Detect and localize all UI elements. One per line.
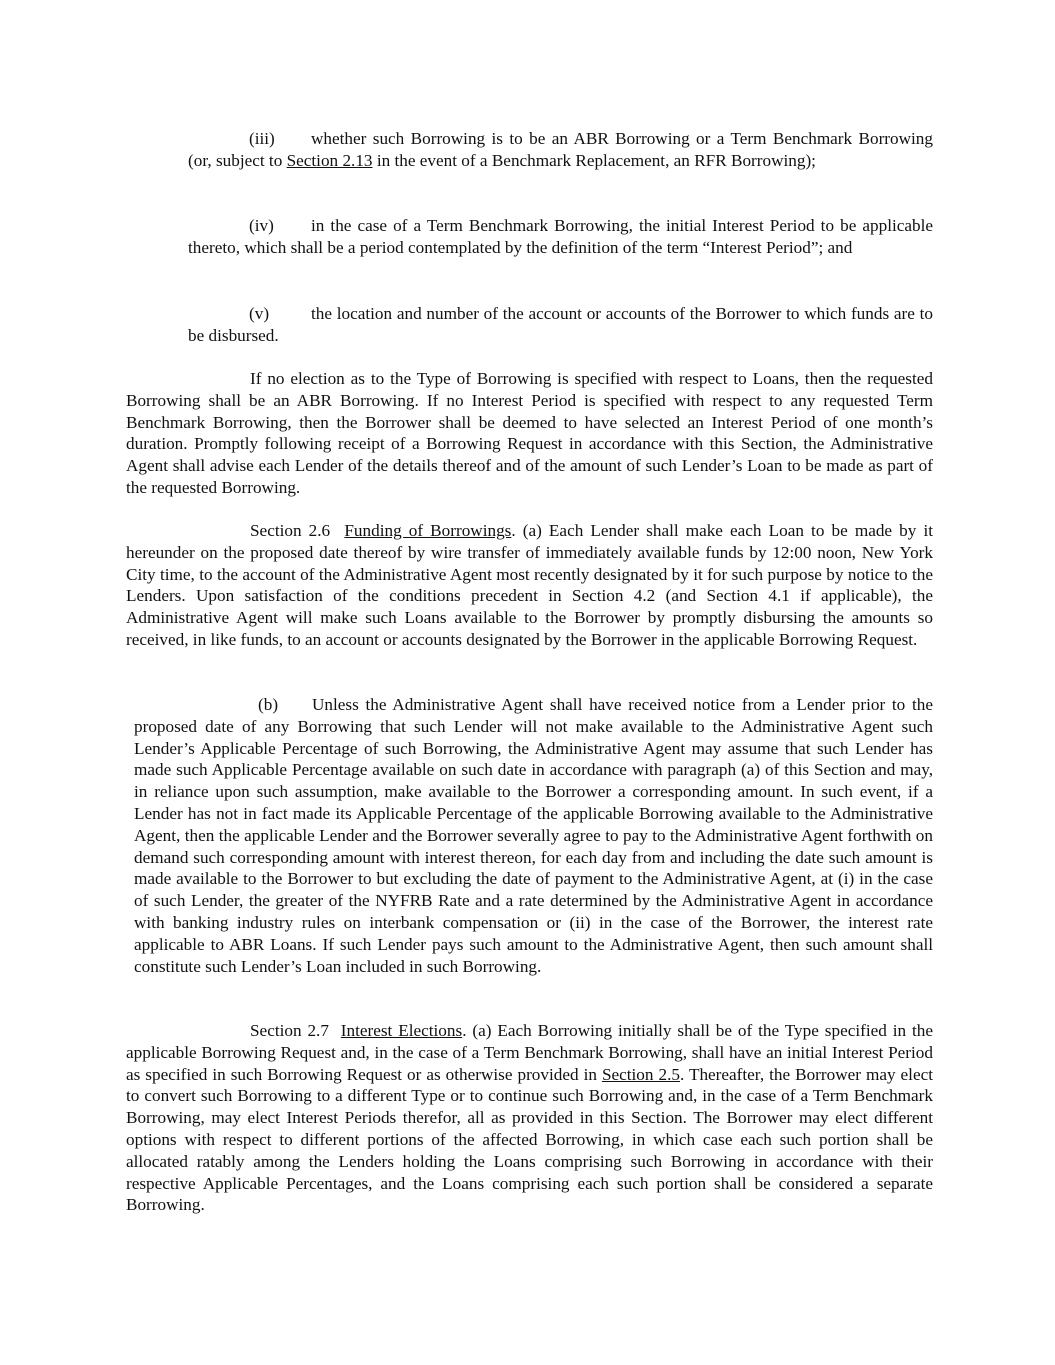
clause-marker: (iv) bbox=[249, 216, 274, 235]
paragraph-text: . (a) Each Lender shall make each Loan to be made by it hereunder on the proposed date thereof by wire transfer of immediately available funds by 12:00 noon, New York City time, to the account of the Administrative Agent most recently designated by it for such purpose by notice to the Lenders. Upon satisfaction of the conditions precedent in Section 4.2 (and Section 4.1 if applicable), the Administrative Agent will make such Loans available to the Borrower by promptly disbursing the amounts so received, in like funds, to an account or accounts designated by the Borrower in the applicable Borrowing Request. bbox=[126, 521, 933, 649]
section-2-6-paragraph bbox=[126, 520, 933, 651]
clause-text: in the case of a Term Benchmark Borrowing, the initial Interest Period to be applicable thereto, which shall be a period contemplated by the definition of the term “Interest Period”; and bbox=[188, 216, 933, 257]
clause-text: in the event of a Benchmark Replacement, an RFR Borrowing); bbox=[372, 150, 816, 170]
no-election-paragraph bbox=[126, 368, 933, 499]
clause-marker: (iii) bbox=[249, 129, 275, 148]
paragraph-text: Unless the Administrative Agent shall have received notice from a Lender prior to the proposed date of any Borrowing that such Lender will not make available to the Administrative Agent such Lender’s Applicable Percentage of such Borrowing, the Administrative Agent may assume that such Lender has made such Applicable Percentage available on such date in accordance with paragraph (a) of this Section and may, in reliance upon such assumption, make available to the Borrower a corresponding amount. In such event, if a Lender has not in fact made its Applicable Percentage of the applicable Borrowing available to the Administrative Agent, then the applicable Lender and the Borrower severally agree to pay to the Administrative Agent forthwith on demand such corresponding amount with interest thereon, for each day from and including the date such amount is made available to the Borrower to but excluding the date of payment to the Administrative Agent, at (i) in the case of such Lender, the greater of the NYFRB Rate and a rate determined by the Administrative Agent in accordance with banking industry rules on interbank compensation or (ii) in the case of the Borrower, the interest rate applicable to ABR Loans. If such Lender pays such amount to the Administrative Agent, then such amount shall constitute such Lender’s Loan included in such Borrowing. bbox=[134, 695, 933, 976]
clause-text: the location and number of the account or accounts of the Borrower to which funds are to be disbursed. bbox=[188, 304, 933, 345]
clause-b-paragraph bbox=[134, 694, 933, 977]
section-heading: Funding of Borrowings bbox=[344, 521, 512, 540]
clause-marker: (v) bbox=[249, 304, 270, 323]
section-2-13-link[interactable]: Section 2.13 bbox=[286, 150, 373, 170]
clause-text: whether such Borrowing is to be an ABR Borrowing or a Term Benchmark Borrowing (or, subject to bbox=[188, 129, 933, 170]
section-number: Section 2.6 bbox=[250, 521, 331, 540]
clause-marker: (b) bbox=[258, 695, 279, 714]
paragraph-text: If no election as to the Type of Borrowing is specified with respect to Loans, then the requested Borrowing shall be an ABR Borrowing. If no Interest Period is specified with respect to any requested Term Benchmark Borrowing, then the Borrower shall be deemed to have selected an Interest Period of one month’s duration. Promptly following receipt of a Borrowing Request in accordance with this Section, the Administrative Agent shall advise each Lender of the details thereof and of the amount of such Lender’s Loan to be made as part of the requested Borrowing. bbox=[126, 369, 933, 497]
clause-iv bbox=[188, 215, 933, 259]
section-heading: Interest Elections bbox=[340, 1021, 463, 1040]
paragraph-text: . Thereafter, the Borrower may elect to convert such Borrowing to a different Type or to continue such Borrowing and, in the case of a Term Benchmark Borrowing, may elect Interest Periods therefor, all as provided in this Section. The Borrower may elect different options with respect to different portions of the affected Borrowing, in which case each such portion shall be allocated ratably among the Lenders holding the Loans comprising such Borrowing in accordance with their respective Applicable Percentages, and the Loans comprising each such portion shall be considered a separate Borrowing. bbox=[126, 1064, 933, 1215]
paragraph-text: . (a) Each Borrowing initially shall be of the Type specified in the applicable Borrowing Request and, in the case of a Term Benchmark Borrowing, shall have an initial Interest Period as specified in such Borrowing Request or as otherwise provided in bbox=[126, 1021, 934, 1084]
clause-v bbox=[188, 303, 933, 347]
section-number: Section 2.7 bbox=[250, 1021, 329, 1040]
clause-iii bbox=[188, 128, 933, 172]
section-2-5-link[interactable]: Section 2.5 bbox=[601, 1064, 680, 1084]
section-2-7-paragraph bbox=[126, 1020, 933, 1216]
